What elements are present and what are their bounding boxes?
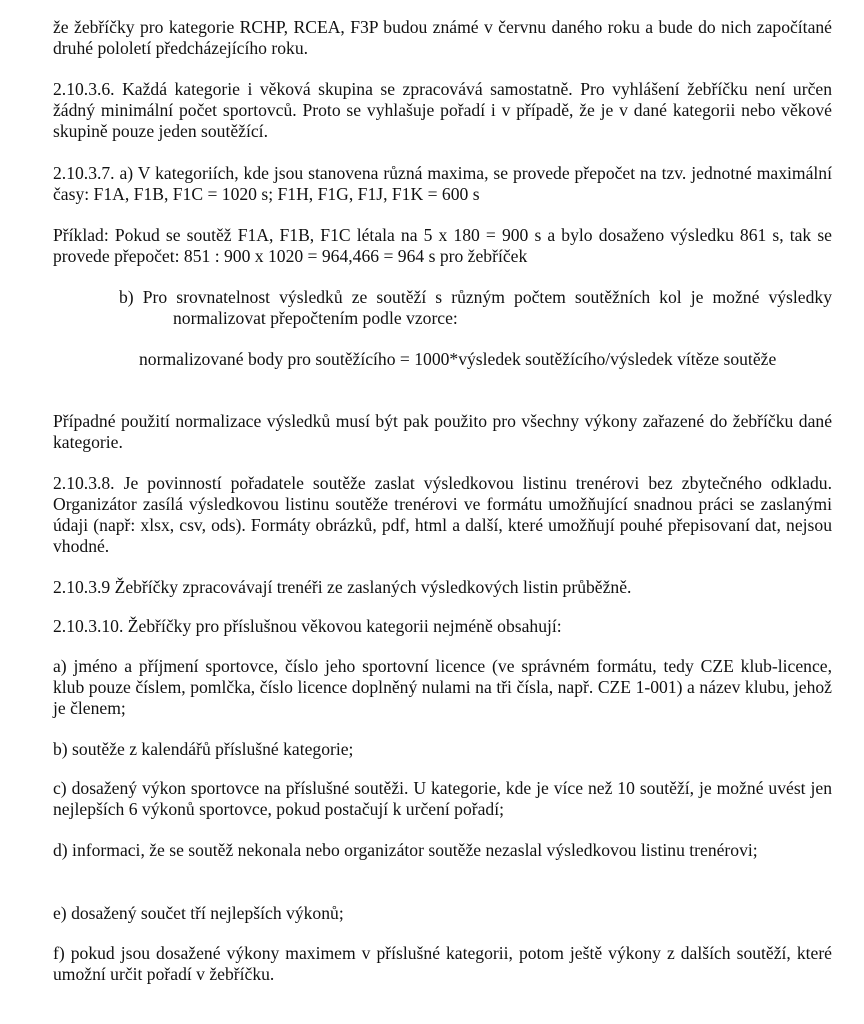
paragraph-2-10-3-10: 2.10.3.10. Žebříčky pro příslušnou věkovou kategorii nejméně obsahují:	[53, 616, 562, 636]
normalization-intro-continuation: normalizovat přepočtením podle vzorce:	[173, 308, 458, 328]
list-item-f: f) pokud jsou dosažené výkony maximem v příslušné kategorii, potom ještě výkony z dalších soutěží, které umožní určit pořadí v žebříčku.	[53, 943, 832, 984]
paragraph-example: Příklad: Pokud se soutěž F1A, F1B, F1C létala na 5 x 180 = 900 s a bylo dosaženo výsledku 861 s, tak se provede přepočet: 851 : 900 x 1020 = 964,466 = 964 s pro žebříček	[53, 225, 832, 266]
list-item-e: e) dosažený součet tří nejlepších výkonů;	[53, 903, 344, 923]
normalization-formula: normalizované body pro soutěžícího = 1000*výsledek soutěžícího/výsledek vítěze soutěže	[139, 349, 777, 369]
normalization-intro-text: b) Pro srovnatelnost výsledků ze soutěží s různým počtem soutěžních kol je možné výsledky	[119, 287, 832, 307]
list-item-a: a) jméno a příjmení sportovce, číslo jeho sportovní licence (ve správném formátu, tedy CZE klub-licence, klub pouze číslem, pomlčka, číslo licence doplněný nulami na tři čísla, např. CZE 1-001) a název klubu, jehož je členem;	[53, 656, 832, 718]
list-item-c: c) dosažený výkon sportovce na příslušné soutěži. U kategorie, kde je více než 10 soutěží, je možné uvést jen nejlepších 6 výkonů sportovce, pokud postačují k určení pořadí;	[53, 778, 832, 819]
list-item-d: d) informaci, že se soutěž nekonala nebo organizátor soutěže nezaslal výsledkovou listinu trenérovi;	[53, 840, 758, 860]
paragraph-2-10-3-9: 2.10.3.9 Žebříčky zpracovávají trenéři ze zaslaných výsledkových listin průběžně.	[53, 577, 632, 597]
paragraph-normalization-usage: Případné použití normalizace výsledků musí být pak použito pro všechny výkony zařazené do žebříčku dané kategorie.	[53, 411, 832, 452]
paragraph-ranking-release: že žebříčky pro kategorie RCHP, RCEA, F3P budou známé v červnu daného roku a bude do nich započítané druhé pololetí předcházejícího roku.	[53, 17, 832, 58]
paragraph-2-10-3-7-b	[53, 287, 832, 329]
paragraph-2-10-3-6: 2.10.3.6. Každá kategorie i věková skupina se zpracovává samostatně. Pro vyhlášení žebříčku není určen žádný minimální počet sportovců. Proto se vyhlašuje pořadí i v případě, že je v dané kategorii nebo věkové skupině pouze jeden soutěžící.	[53, 79, 832, 141]
list-item-b: b) soutěže z kalendářů příslušné kategorie;	[53, 739, 354, 759]
paragraph-2-10-3-7-a: 2.10.3.7. a) V kategoriích, kde jsou stanovena různá maxima, se provede přepočet na tzv. jednotné maximální časy: F1A, F1B, F1C = 1020 s; F1H, F1G, F1J, F1K = 600 s	[53, 163, 832, 204]
paragraph-2-10-3-8: 2.10.3.8. Je povinností pořadatele soutěže zaslat výsledkovou listinu trenérovi bez zbytečného odkladu. Organizátor zasílá výsledkovou listinu soutěže trenérovi ve formátu umožňující snadnou práci se zaslanými údaji (např: xlsx, csv, ods). Formáty obrázků, pdf, html a další, které umožňují pouhé přepisovaní dat, nejsou vhodné.	[53, 473, 832, 556]
